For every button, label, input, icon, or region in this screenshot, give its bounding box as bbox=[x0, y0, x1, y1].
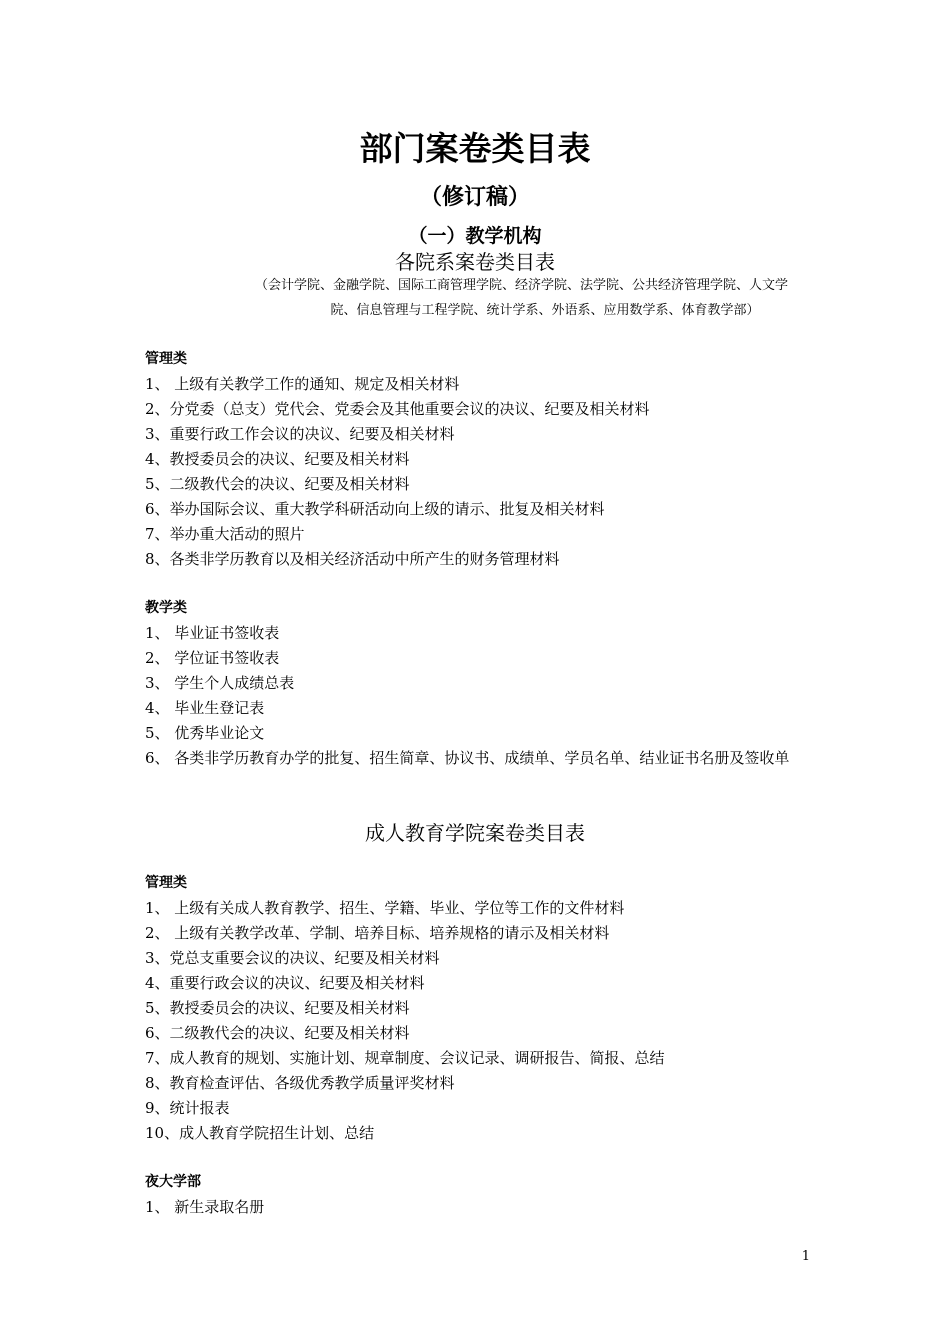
adult-education-title: 成人教育学院案卷类目表 bbox=[365, 821, 585, 845]
adult-management-section bbox=[145, 871, 810, 1146]
list-item: 2、分党委（总支）党代会、党委会及其他重要会议的决议、纪要及相关材料 bbox=[145, 400, 650, 418]
list-item: 4、重要行政会议的决议、纪要及相关材料 bbox=[145, 974, 425, 992]
section-heading: 管理类 bbox=[145, 351, 187, 367]
list-item: 2、 学位证书签收表 bbox=[145, 649, 280, 667]
scope-note bbox=[255, 273, 815, 323]
list-item: 6、二级教代会的决议、纪要及相关材料 bbox=[145, 1024, 410, 1042]
dept-teaching-section bbox=[145, 596, 810, 771]
list-item: 9、统计报表 bbox=[145, 1099, 230, 1117]
section-heading: 教学类 bbox=[145, 600, 187, 616]
list-item: 6、举办国际会议、重大教学科研活动向上级的请示、批复及相关材料 bbox=[145, 500, 605, 518]
section-heading: 夜大学部 bbox=[145, 1174, 201, 1190]
document-title: 部门案卷类目表 bbox=[359, 129, 591, 168]
list-item: 2、 上级有关教学改革、学制、培养目标、培养规格的请示及相关材料 bbox=[145, 924, 610, 942]
list-item: 8、教育检查评估、各级优秀教学质量评奖材料 bbox=[145, 1074, 455, 1092]
list-item: 3、 学生个人成绩总表 bbox=[145, 674, 295, 692]
list-item: 10、成人教育学院招生计划、总结 bbox=[145, 1124, 375, 1142]
list-item: 7、成人教育的规划、实施计划、规章制度、会议记录、调研报告、简报、总结 bbox=[145, 1049, 665, 1067]
list-item: 5、教授委员会的决议、纪要及相关材料 bbox=[145, 999, 410, 1017]
list-item: 3、党总支重要会议的决议、纪要及相关材料 bbox=[145, 949, 440, 967]
list-item: 1、 上级有关成人教育教学、招生、学籍、毕业、学位等工作的文件材料 bbox=[145, 899, 625, 917]
list-item: 1、 毕业证书签收表 bbox=[145, 624, 280, 642]
section-heading: 管理类 bbox=[145, 875, 187, 891]
page-number: 1 bbox=[801, 1249, 810, 1264]
scope-note-line-1: （会计学院、金融学院、国际工商管理学院、经济学院、法学院、公共经济管理学院、人文学 bbox=[255, 278, 789, 293]
list-item: 1、 上级有关教学工作的通知、规定及相关材料 bbox=[145, 375, 460, 393]
list-item: 6、 各类非学历教育办学的批复、招生简章、协议书、成绩单、学员名单、结业证书名册及签收单 bbox=[145, 749, 790, 767]
list-item: 4、教授委员会的决议、纪要及相关材料 bbox=[145, 450, 410, 468]
list-item: 4、 毕业生登记表 bbox=[145, 699, 265, 717]
list-item: 3、重要行政工作会议的决议、纪要及相关材料 bbox=[145, 425, 455, 443]
night-school-section bbox=[145, 1170, 810, 1220]
list-item: 8、各类非学历教育以及相关经济活动中所产生的财务管理材料 bbox=[145, 550, 560, 568]
list-item: 1、 新生录取名册 bbox=[145, 1198, 265, 1216]
dept-management-section bbox=[145, 347, 810, 572]
list-item: 5、 优秀毕业论文 bbox=[145, 724, 265, 742]
list-item: 5、二级教代会的决议、纪要及相关材料 bbox=[145, 475, 410, 493]
section-title: （一）教学机构 bbox=[408, 225, 542, 247]
document-subtitle: （修订稿） bbox=[419, 185, 530, 210]
list-item: 7、举办重大活动的照片 bbox=[145, 525, 305, 543]
subsection-title: 各院系案卷类目表 bbox=[395, 250, 555, 274]
scope-note-line-2: 院、信息管理与工程学院、统计学系、外语系、应用数学系、体育教学部） bbox=[330, 303, 760, 318]
